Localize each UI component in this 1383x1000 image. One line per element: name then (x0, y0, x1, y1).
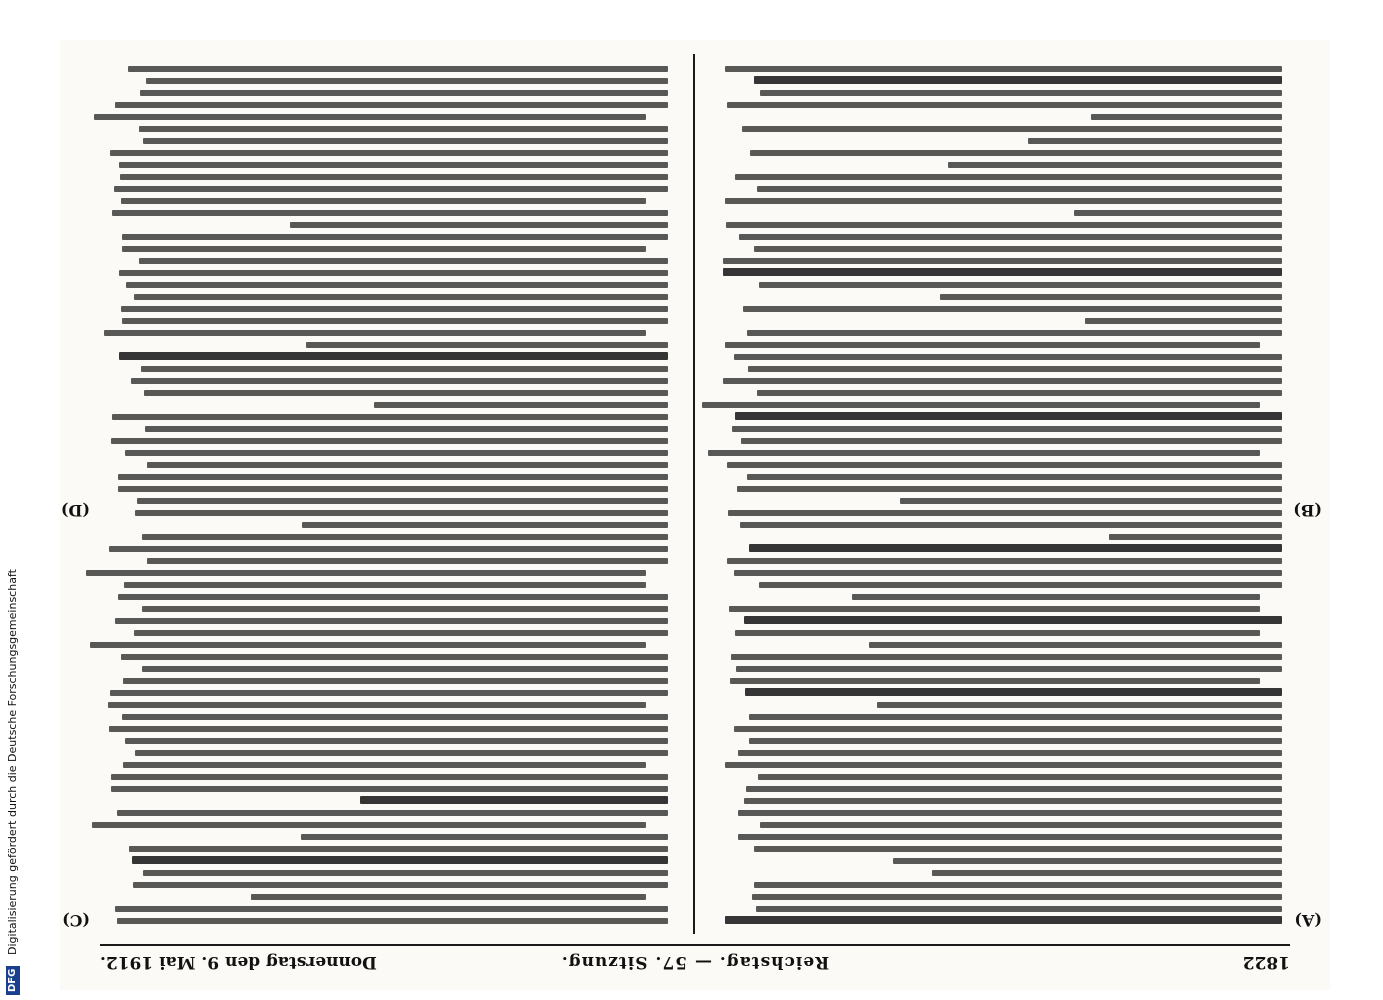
text-line (115, 906, 668, 912)
text-line (147, 462, 668, 468)
text-line (733, 426, 1283, 432)
page-upside-down (60, 40, 1330, 990)
column-divider (693, 54, 695, 934)
text-line (1091, 114, 1282, 120)
text-line (1028, 138, 1282, 144)
text-line (737, 486, 1282, 492)
text-line (749, 738, 1282, 744)
text-line (125, 738, 668, 744)
text-line (759, 582, 1282, 588)
digitization-credit (2, 20, 24, 995)
text-line (374, 402, 668, 408)
text-line (948, 162, 1282, 168)
text-line (725, 342, 1259, 348)
text-line (132, 856, 668, 864)
text-line (301, 834, 668, 840)
text-line (147, 558, 668, 564)
text-line (738, 810, 1282, 816)
text-line (740, 522, 1282, 528)
text-line (900, 498, 1282, 504)
text-line (109, 546, 668, 552)
text-line (726, 222, 1282, 228)
text-line (754, 76, 1282, 84)
text-line (932, 870, 1282, 876)
text-column-left (722, 60, 1282, 930)
text-line (756, 906, 1282, 912)
text-line (122, 714, 668, 720)
text-line (111, 438, 668, 444)
text-line (137, 498, 668, 504)
text-line (142, 534, 668, 540)
text-line (112, 210, 668, 216)
text-line (115, 618, 668, 624)
text-line (133, 882, 668, 888)
text-line (108, 702, 646, 708)
text-line (129, 846, 668, 852)
text-line (302, 522, 668, 528)
text-line (725, 198, 1282, 204)
text-line (746, 786, 1282, 792)
text-line (141, 366, 668, 372)
text-line (744, 616, 1282, 624)
text-line (758, 774, 1282, 780)
text-line (745, 688, 1282, 696)
text-line (727, 102, 1282, 108)
text-line (118, 474, 668, 480)
text-line (125, 450, 668, 456)
text-line (734, 354, 1282, 360)
text-line (109, 726, 668, 732)
text-line (251, 894, 646, 900)
text-line (757, 390, 1282, 396)
text-line (86, 570, 645, 576)
text-line (142, 606, 668, 612)
session-date: Donnerstag den 9. Mai 1912. (100, 952, 377, 972)
text-line (135, 750, 668, 756)
text-line (143, 138, 668, 144)
text-line (730, 678, 1259, 684)
text-line (119, 352, 668, 360)
text-line (723, 268, 1282, 276)
text-line (760, 822, 1282, 828)
text-line (729, 606, 1259, 612)
text-line (140, 90, 668, 96)
text-line (135, 510, 668, 516)
text-line (760, 90, 1282, 96)
text-line (122, 246, 646, 252)
text-line (112, 414, 668, 420)
text-line (114, 186, 668, 192)
text-line (708, 450, 1259, 456)
text-line (738, 834, 1282, 840)
text-line (735, 412, 1282, 420)
text-line (747, 330, 1282, 336)
text-line (725, 916, 1282, 924)
text-line (146, 78, 668, 84)
text-line (121, 198, 645, 204)
text-line (723, 378, 1282, 384)
text-line (131, 378, 668, 384)
text-line (119, 270, 668, 276)
text-line (145, 426, 668, 432)
text-line (747, 474, 1282, 480)
text-line (744, 798, 1282, 804)
text-line (757, 186, 1282, 192)
text-line (750, 150, 1282, 156)
text-line (117, 810, 668, 816)
text-line (727, 462, 1282, 468)
text-line (90, 642, 646, 648)
text-line (743, 306, 1282, 312)
text-line (727, 558, 1282, 564)
text-line (104, 330, 646, 336)
text-line (118, 486, 668, 492)
text-line (122, 234, 668, 240)
text-line (754, 882, 1282, 888)
text-line (139, 126, 668, 132)
text-line (117, 918, 668, 924)
text-line (869, 642, 1282, 648)
text-line (111, 786, 668, 792)
text-line (739, 234, 1282, 240)
dfg-logo: DFG (6, 966, 20, 995)
scanned-page (60, 40, 1330, 990)
text-line (94, 114, 646, 120)
margin-letter-c: (C) (62, 911, 90, 930)
text-line (92, 822, 646, 828)
text-line (123, 678, 668, 684)
text-line (144, 390, 668, 396)
text-line (734, 570, 1282, 576)
text-line (893, 858, 1282, 864)
text-line (752, 894, 1282, 900)
text-line (754, 846, 1282, 852)
text-line (115, 102, 668, 108)
text-line (124, 582, 646, 588)
text-line (110, 690, 668, 696)
text-line (290, 222, 668, 228)
text-line (725, 66, 1282, 72)
text-line (126, 282, 668, 288)
text-line (1074, 210, 1282, 216)
text-line (738, 750, 1282, 756)
text-line (723, 258, 1282, 264)
margin-letter-a: (A) (1294, 911, 1322, 930)
text-line (749, 714, 1282, 720)
credit-label: Digitalisierung gefördert durch die Deutsche Forschungsgemeinschaft (6, 569, 19, 955)
margin-letter-b: (B) (1293, 501, 1322, 520)
text-line (122, 318, 668, 324)
text-line (743, 126, 1283, 132)
text-line (728, 510, 1282, 516)
text-line (741, 438, 1282, 444)
text-line (940, 294, 1282, 300)
text-line (119, 162, 668, 168)
text-line (360, 796, 668, 804)
text-line (735, 630, 1260, 636)
running-title: Reichstag. — 57. Sitzung. (560, 952, 830, 972)
text-line (725, 762, 1282, 768)
text-line (121, 654, 668, 660)
text-line (139, 258, 668, 264)
text-line (142, 666, 668, 672)
text-line (128, 66, 668, 72)
text-line (121, 306, 668, 312)
text-line (134, 630, 668, 636)
margin-letter-d: (D) (60, 501, 90, 520)
text-line (143, 870, 668, 876)
text-line (736, 666, 1282, 672)
text-line (110, 150, 668, 156)
page-number: 1822 (1242, 952, 1290, 972)
text-line (306, 342, 668, 348)
text-line (123, 762, 646, 768)
text-column-right (108, 60, 668, 930)
page-header (100, 944, 1290, 972)
text-line (748, 366, 1282, 372)
text-line (134, 294, 668, 300)
text-line (702, 402, 1260, 408)
text-line (731, 654, 1282, 660)
text-line (1086, 318, 1283, 324)
text-line (754, 246, 1282, 252)
text-line (735, 174, 1282, 180)
text-line (118, 594, 668, 600)
text-line (120, 174, 668, 180)
text-line (1109, 534, 1282, 540)
text-line (749, 544, 1282, 552)
text-line (852, 594, 1260, 600)
text-line (877, 702, 1282, 708)
text-line (734, 726, 1282, 732)
text-line (111, 774, 668, 780)
text-line (759, 282, 1282, 288)
